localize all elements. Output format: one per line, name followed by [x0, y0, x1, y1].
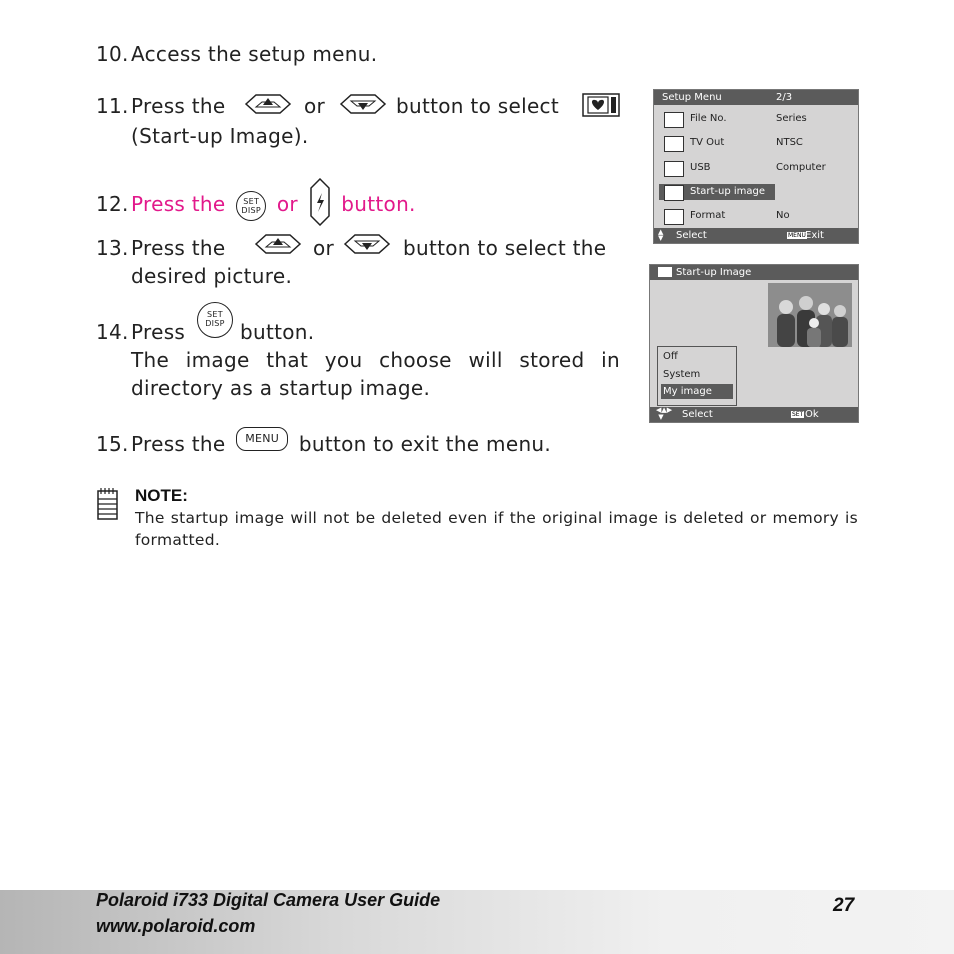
step-15: 15. Press the MENU button to exit the menu. [96, 430, 551, 458]
option-system[interactable]: System [663, 369, 701, 380]
footer-url[interactable]: www.polaroid.com [96, 916, 256, 936]
page-number: 27 [833, 895, 855, 916]
menu-row-tv-out: TV Out NTSC [654, 133, 858, 153]
note-icon [95, 487, 119, 525]
note-heading: NOTE: [135, 486, 188, 505]
up-button-icon [254, 232, 302, 263]
startup-image-footer: ◀▲▶ ▼ Select SET Ok [650, 407, 858, 422]
tv-out-icon [664, 136, 684, 152]
page-footer [0, 890, 954, 954]
setup-menu-screen [653, 89, 859, 244]
flash-button-icon [309, 178, 331, 233]
step-12: 12. Press the SET DISP or button. [96, 178, 416, 233]
file-number-icon [664, 112, 684, 128]
family-photo-thumbnail [768, 283, 852, 347]
down-button-icon [343, 232, 391, 263]
format-icon [664, 209, 684, 225]
menu-row-startup-image: Start-up image [654, 182, 858, 202]
note-text: The startup image will not be deleted even if the original image is deleted or memory is formatted. [135, 509, 858, 549]
footer-title: Polaroid i733 Digital Camera User Guide [96, 890, 441, 910]
startup-image-screen [649, 264, 859, 423]
option-off[interactable]: Off [663, 351, 678, 362]
menu-row-usb: USB Computer [654, 158, 858, 178]
set-disp-button-icon: SET DISP [236, 191, 266, 221]
arrow-up-down-icon: ▲ ▼ [658, 228, 664, 242]
usb-icon [664, 161, 684, 177]
step-10: 10. Access the setup menu. [96, 42, 378, 66]
startup-image-icon [664, 185, 684, 201]
set-disp-button-icon: SET DISP [197, 302, 233, 338]
four-way-arrow-icon: ◀▲▶ ▼ [656, 406, 673, 421]
startup-image-icon [582, 93, 620, 124]
startup-image-icon [658, 267, 672, 277]
startup-options-list [657, 346, 737, 406]
startup-image-header: Start-up Image [650, 265, 858, 280]
option-my-image[interactable]: My image [661, 384, 733, 399]
setup-menu-header: Setup Menu 2/3 [654, 90, 858, 105]
menu-button-icon: MENU [236, 427, 288, 451]
down-button-icon [339, 92, 387, 123]
menu-row-format: Format No [654, 206, 858, 226]
up-button-icon [244, 92, 292, 123]
setup-menu-footer: ▲ ▼ Select MENU Exit [654, 228, 858, 243]
menu-row-file-no: File No. Series [654, 109, 858, 129]
